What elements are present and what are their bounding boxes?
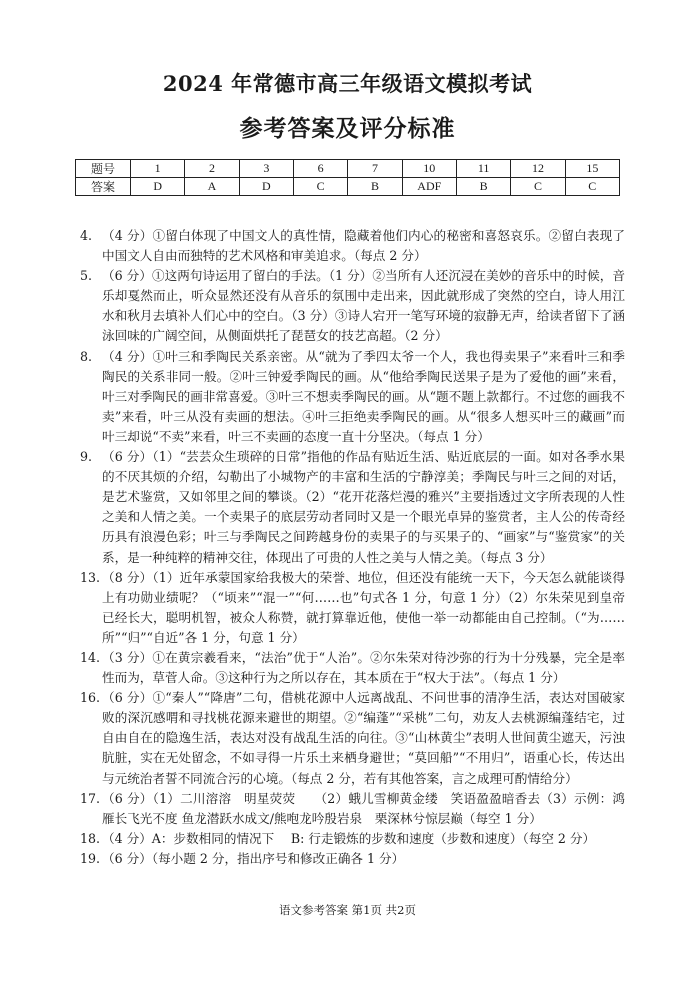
answer-text: （6 分）①这两句诗运用了留白的手法。（1 分）②当所有人还沉浸在美妙的音乐中的时候，音乐却戛然而止，听众显然还没有从音乐的氛围中走出来，因此就形成了突然的空白，诗人用江水和秋月去填补人们心中的空白。（3 分）③诗人宕开一笔写环境的寂静无声，给读者留下了涵泳回味的广阔空间，从侧面烘托了琵琶女的技艺高超。（2 分）	[102, 268, 625, 344]
question-number-cell: 6	[293, 160, 347, 178]
question-number-cell: 7	[348, 160, 402, 178]
row-label-answer: 答案	[76, 178, 131, 196]
answer-cell: ADF	[402, 178, 456, 196]
question-number-cell: 11	[456, 160, 510, 178]
page-subtitle: 参考答案及评分标准	[239, 115, 456, 142]
answer-cell: A	[185, 178, 239, 196]
answer-item-18	[80, 829, 625, 849]
answer-item-5	[80, 266, 625, 346]
row-label-number: 题号	[76, 160, 131, 178]
answer-cell: C	[511, 178, 565, 196]
answer-list	[80, 226, 625, 869]
answer-table-answer-row	[76, 178, 620, 196]
question-number: 4.	[80, 228, 93, 243]
answer-text: （6 分）（1）“芸芸众生琐碎的日常”指他的作品有贴近生活、贴近底层的一面。如对各季水果的不厌其烦的介绍，勾勒出了小城物产的丰富和生活的宁静淳美；季陶民与叶三之间的对话，是艺术鉴赏，又如邻里之间的攀谈。（2）“花开花落烂漫的雅兴”主要指透过文字所表现的人性之美和人情之美。一个卖果子的底层劳动者同时又是一个眼光卓异的鉴赏者，主人公的传奇经历具有浪漫色彩；叶三与季陶民之间跨越身份的卖果子的与买果子的、“画家”与“鉴赏家”的关系，是一种纯粹的精神交往，体现出了可贵的人性之美与人情之美。（每点 3 分）	[102, 449, 625, 565]
answer-cell: C	[293, 178, 347, 196]
answer-text: （6 分）（每小题 2 分，指出序号和修改正确各 1 分）	[102, 850, 405, 866]
answer-cell: D	[131, 178, 185, 196]
question-number: 18.	[80, 830, 101, 846]
question-number-cell: 3	[239, 160, 293, 178]
question-number-cell: 10	[402, 160, 456, 178]
question-number: 9.	[80, 449, 93, 465]
answer-text: （6 分）①“秦人”“降唐”二句，借桃花源中人远离战乱、不问世事的清净生活，表达对国破家败的深沉感喟和寻找桃花源来避世的期望。②“编蓬”“采桃”二句，劝友人去桃源编蓬结宅，过自由自在的隐逸生活，表达对没有战乱生活的向往。③“山林黄尘”表明人世间黄尘遮天，污浊肮脏，实在无处留念，不如寻得一片乐土来栖身避世；“莫回船”“不用归”，语重心长，传达出与元统治者誓不同流合污的心境。（每点 2 分，若有其他答案，言之成理可酌情给分）	[102, 690, 625, 786]
page-footer: 语文参考答案 第1页 共2页	[279, 903, 416, 917]
answer-cell: B	[456, 178, 510, 196]
question-number-cell: 15	[565, 160, 619, 178]
answer-text: （4 分）A：步数相同的情况下 B: 行走锻炼的步数和速度（步数和速度）（每空 2 分）	[102, 830, 596, 846]
answer-text: （8 分）（1）近年承蒙国家给我极大的荣誉、地位，但还没有能统一天下，今天怎么就能谈得上有功勋业绩呢？（“顷来”“混一”“何……也”句式各 1 分，句意 1 分）（2）尔朱荣见到皇帝已经长大，聪明机智，被众人称赞，就打算靠近他，使他一举一动都能由自己控制。（“为……所”“归”“自近”各 1 分，句意 1 分）	[102, 569, 625, 645]
question-number-cell: 2	[185, 160, 239, 178]
answer-table	[75, 159, 620, 196]
answer-item-8	[80, 347, 625, 447]
answer-text: （6 分）（1）二川溶溶 明星荧荧 （2）蛾儿雪柳黄金缕 笑语盈盈暗香去（3）示例：鸿雁长飞光不度 鱼龙潜跃水成文/熊咆龙吟殷岩泉 栗深林兮惊层巅（每空 1 分）	[102, 790, 625, 826]
answer-item-17	[80, 789, 625, 829]
answer-item-14	[80, 648, 625, 688]
question-number: 16.	[80, 690, 101, 706]
question-number: 5.	[80, 268, 93, 284]
answer-text: （4 分）①叶三和季陶民关系亲密。从“就为了季四太爷一个人，我也得卖果子”来看叶三和季陶民的关系非同一般。②叶三钟爱季陶民的画。从“他给季陶民送果子是为了爱他的画”来看，叶三对季陶民的画非常喜爱。③叶三不想卖季陶民的画。从“题不题上款都行。不过您的画我不卖”来看，叶三从没有卖画的想法。④叶三拒绝卖季陶民的画。从“很多人想买叶三的藏画”而叶三却说“不卖”来看，叶三不卖画的态度一直十分坚决。（每点 1 分）	[102, 348, 625, 444]
answer-item-16	[80, 688, 625, 788]
answer-item-9	[80, 447, 625, 568]
question-number-cell: 12	[511, 160, 565, 178]
question-number: 14.	[80, 649, 101, 665]
answer-cell: D	[239, 178, 293, 196]
answer-cell: B	[348, 178, 402, 196]
answer-cell: C	[565, 178, 619, 196]
answer-item-19	[80, 849, 625, 869]
question-number-cell: 1	[131, 160, 185, 178]
question-number: 8.	[80, 348, 93, 364]
answer-text: （4 分）①留白体现了中国文人的真性情，隐藏着他们内心的秘密和喜怒哀乐。②留白表现了中国文人自由而独特的艺术风格和审美追求。（每点 2 分）	[102, 228, 625, 264]
question-number: 19.	[80, 850, 101, 866]
page-title: 2024 年常德市高三年级语文模拟考试	[162, 71, 533, 96]
answer-text: （3 分）①在黄宗羲看来，“法治”优于“人治”。②尔朱荣对待沙弥的行为十分残暴，完全是率性而为，草菅人命。③这种行为之所以存在，其本质在于“权大于法”。（每点 1 分）	[102, 649, 625, 686]
question-number: 13.	[80, 569, 101, 585]
answer-table-number-row	[76, 160, 620, 178]
question-number: 17.	[80, 790, 101, 806]
answer-item-4	[80, 226, 625, 266]
answer-item-13	[80, 568, 625, 648]
